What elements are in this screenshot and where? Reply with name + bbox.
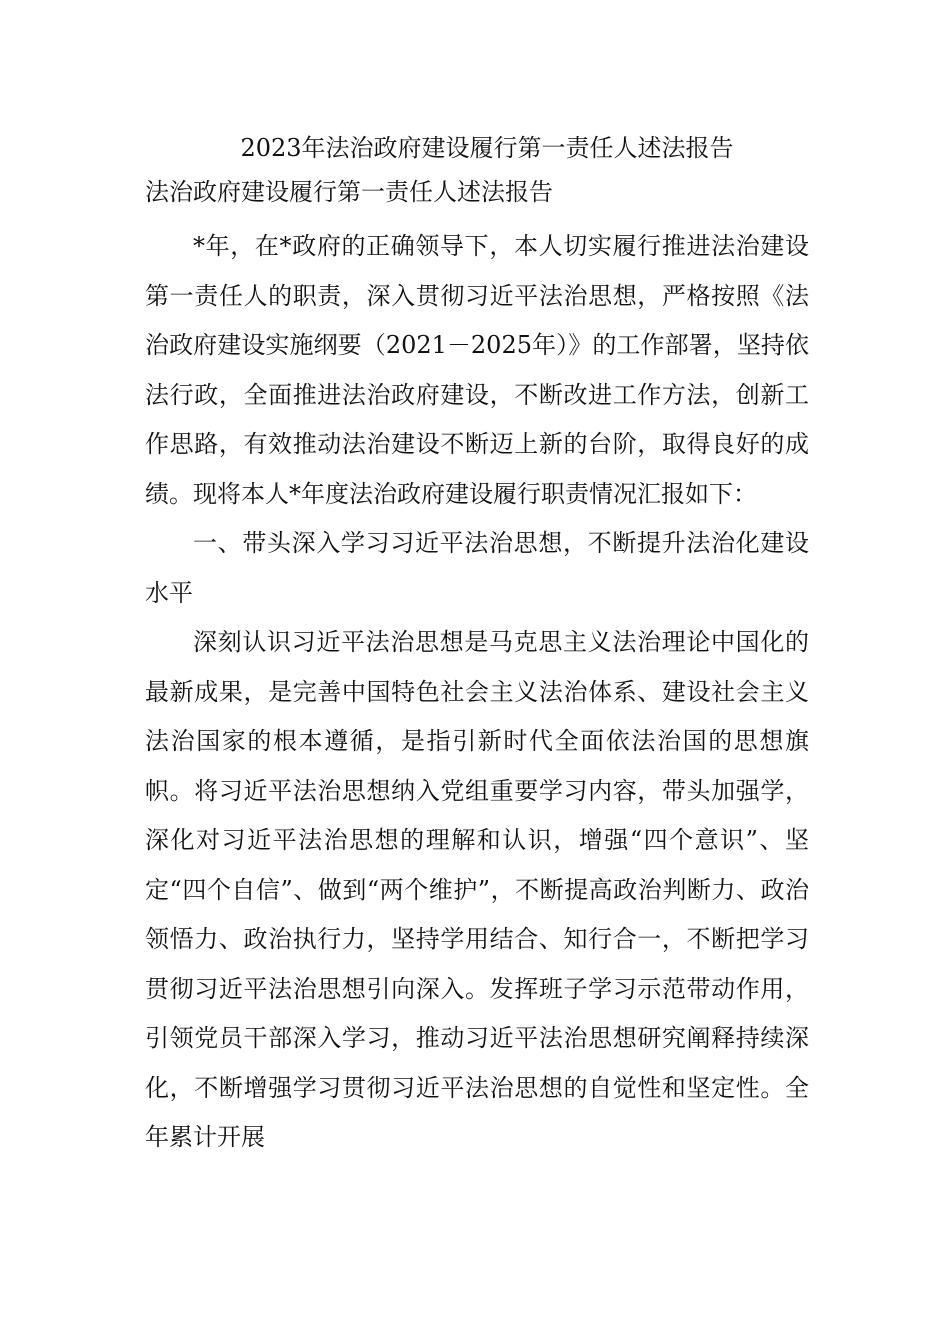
document-title: 2023年法治政府建设履行第一责任人述法报告 — [240, 134, 734, 162]
section-1-paragraph: 深刻认识习近平法治思想是马克思主义法治理论中国化的最新成果，是完善中国特色社会主义法治体系、建设社会主义法治国家的根本遵循，是指引新时代全面依法治国的思想旗帜。将习近平法治思想纳入党组重要学习内容，带头加强学，深化对习近平法治思想的理解和认识，增强“四个意识”、坚定“四个自信”、做到“两个维护”，不断提高政治判断力、政治领悟力、政治执行力，坚持学用结合、知行合一，不断把学习贯彻习近平法治思想引向深入。发挥班子学习示范带动作用，引领党员干部深入学习，推动习近平法治思想研究阐释持续深化，不断增强学习贯彻习近平法治思想的自觉性和坚定性。全年累计开展 — [145, 628, 809, 1151]
document-subtitle: 法治政府建设履行第一责任人述法报告 — [145, 178, 553, 206]
intro-paragraph: *年，在*政府的正确领导下，本人切实履行推进法治建设第一责任人的职责，深入贯彻习近平法治思想，严格按照《法治政府建设实施纲要（2021－2025年）》的工作部署，坚持依法行政，全面推进法治政府建设，不断改进工作方法，创新工作思路，有效推动法治建设不断迈上新的台阶，取得良好的成绩。现将本人*年度法治政府建设履行职责情况汇报如下： — [145, 232, 809, 508]
document-body — [145, 128, 809, 1163]
section-heading-1: 一、带头深入学习习近平法治思想，不断提升法治化建设水平 — [145, 529, 809, 607]
